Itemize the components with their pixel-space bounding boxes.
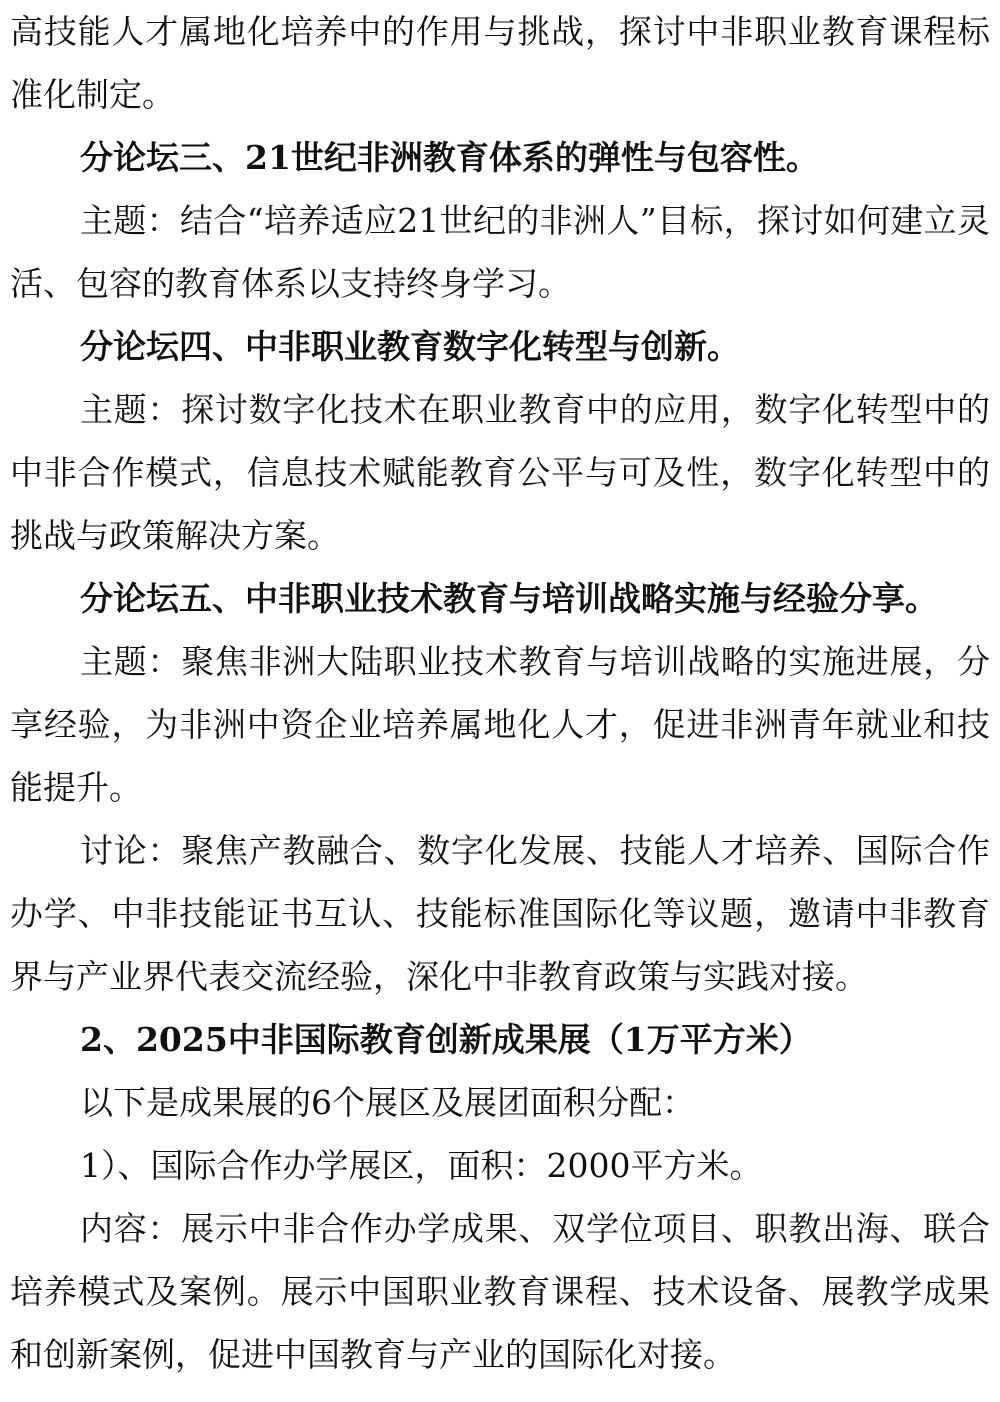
paragraph-forum-5-discussion: 讨论：聚焦产教融合、数字化发展、技能人才培养、国际合作办学、中非技能证书互认、技能标准国际化等议题，邀请中非教育界与产业界代表交流经验，深化中非教育政策与实践对接。	[10, 831, 990, 996]
paragraph-forum-3-theme: 主题：结合“培养适应21世纪的非洲人”目标，探讨如何建立灵活、包容的教育体系以支持终身学习。	[10, 201, 990, 303]
paragraph-exhibition-intro: 以下是成果展的6个展区及展团面积分配：	[80, 1083, 695, 1122]
paragraph-zone-1: 1）、国际合作办学展区，面积：2000平方米。	[80, 1146, 763, 1185]
document-body	[10, 0, 990, 1386]
paragraph-zone-1-content: 内容：展示中非合作办学成果、双学位项目、职教出海、联合培养模式及案例。展示中国职业教育课程、技术设备、展教学成果和创新案例，促进中国教育与产业的国际化对接。	[10, 1209, 990, 1374]
paragraph-forum-5-theme: 主题：聚焦非洲大陆职业技术教育与培训战略的实施进展，分享经验，为非洲中资企业培养属地化人才，促进非洲青年就业和技能提升。	[10, 642, 990, 807]
paragraph-forum-4-theme: 主题：探讨数字化技术在职业教育中的应用，数字化转型中的中非合作模式，信息技术赋能教育公平与可及性，数字化转型中的挑战与政策解决方案。	[10, 390, 990, 555]
heading-forum-5: 分论坛五、中非职业技术教育与培训战略实施与经验分享。	[80, 579, 938, 618]
paragraph-continuation: 高技能人才属地化培养中的作用与挑战，探讨中非职业教育课程标准化制定。	[10, 12, 990, 114]
heading-forum-4: 分论坛四、中非职业教育数字化转型与创新。	[80, 327, 740, 366]
heading-exhibition: 2、2025中非国际教育创新成果展（1万平方米）	[80, 1020, 812, 1059]
heading-forum-3: 分论坛三、21世纪非洲教育体系的弹性与包容性。	[80, 138, 819, 177]
